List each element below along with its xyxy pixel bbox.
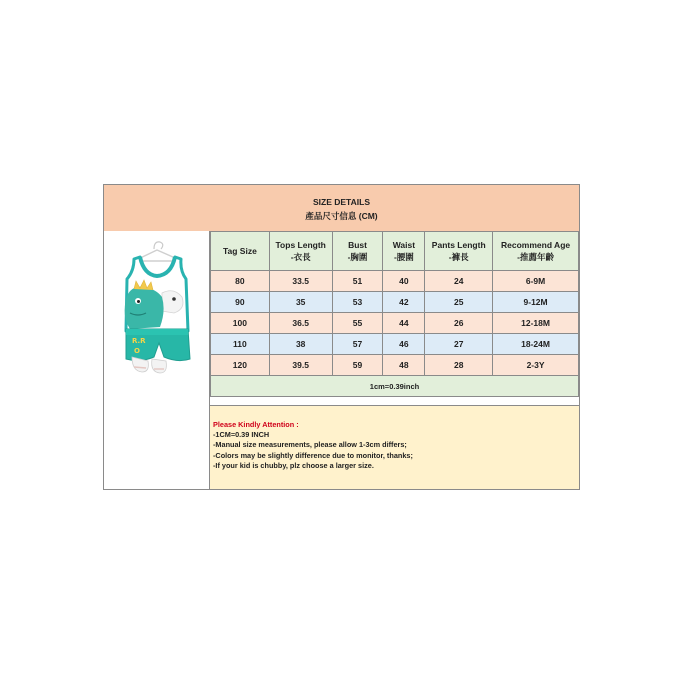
cell-waist: 46 [383, 334, 425, 355]
attention-heading: Please Kindly Attention : [213, 420, 299, 429]
kids-outfit-illustration [104, 231, 209, 489]
col-tops-length [269, 232, 332, 271]
cell-tag-size: 120 [211, 355, 270, 376]
col-waist [383, 232, 425, 271]
table-row [211, 313, 579, 334]
col-pants-length [425, 232, 493, 271]
table-row [211, 334, 579, 355]
cell-pants-length: 24 [425, 271, 493, 292]
cell-bust: 57 [332, 334, 383, 355]
svg-text:O: O [134, 347, 140, 355]
cell-tops-length: 39.5 [269, 355, 332, 376]
cell-waist: 48 [383, 355, 425, 376]
col-label: Tag Size [222, 246, 257, 256]
cell-tag-size: 80 [211, 271, 270, 292]
cell-pants-length: 25 [425, 292, 493, 313]
cell-bust: 55 [332, 313, 383, 334]
col-label-cn: -褲長 [448, 252, 469, 262]
svg-text:R.R: R.R [132, 337, 146, 345]
cell-tops-length: 38 [269, 334, 332, 355]
cell-tag-size: 90 [211, 292, 270, 313]
attention-box [210, 405, 579, 489]
title-cn: 產品尺寸信息 (CM) [305, 211, 378, 221]
col-tag-size [211, 232, 270, 271]
col-label: Pants Length [431, 240, 486, 250]
attention-line: -1CM=0.39 INCH [213, 430, 270, 440]
cell-recommend-age: 12-18M [493, 313, 579, 334]
cell-recommend-age: 18-24M [493, 334, 579, 355]
size-table [210, 231, 579, 397]
table-row [211, 292, 579, 313]
col-label: Recommend Age [501, 240, 571, 250]
col-label-cn: -胸圍 [347, 252, 368, 262]
cell-pants-length: 28 [425, 355, 493, 376]
col-label-cn: -腰圍 [393, 252, 414, 262]
cell-tops-length: 35 [269, 292, 332, 313]
cell-waist: 42 [383, 292, 425, 313]
conversion-note: 1cm=0.39inch [211, 376, 579, 397]
cell-pants-length: 27 [425, 334, 493, 355]
product-photo [104, 231, 210, 489]
attention-line: -If your kid is chubby, plz choose a larger size. [213, 460, 374, 470]
cell-tops-length: 33.5 [269, 271, 332, 292]
col-label: Waist [392, 240, 416, 250]
cell-pants-length: 26 [425, 313, 493, 334]
cell-tag-size: 100 [211, 313, 270, 334]
col-label: Tops Length [275, 240, 326, 250]
attention-line: -Manual size measurements, please allow 1-3cm differs; [213, 440, 407, 450]
header-row [211, 232, 579, 271]
cell-bust: 53 [332, 292, 383, 313]
title-en: SIZE DETAILS [313, 197, 370, 207]
col-label-cn: -推薦年齡 [517, 252, 554, 262]
cell-tops-length: 36.5 [269, 313, 332, 334]
cell-tag-size: 110 [211, 334, 270, 355]
col-label-cn: -衣長 [290, 252, 311, 262]
attention-line: -Colors may be slightly difference due to monitor, thanks; [213, 450, 413, 460]
cell-waist: 44 [383, 313, 425, 334]
cell-recommend-age: 6-9M [493, 271, 579, 292]
cell-bust: 51 [332, 271, 383, 292]
size-chart [103, 184, 580, 490]
col-bust [332, 232, 383, 271]
table-row [211, 355, 579, 376]
conversion-row [211, 376, 579, 397]
cell-waist: 40 [383, 271, 425, 292]
col-label: Bust [348, 240, 367, 250]
cell-bust: 59 [332, 355, 383, 376]
cell-recommend-age: 9-12M [493, 292, 579, 313]
table-row [211, 271, 579, 292]
cell-recommend-age: 2-3Y [493, 355, 579, 376]
chart-title [104, 185, 579, 232]
col-recommend-age [493, 232, 579, 271]
